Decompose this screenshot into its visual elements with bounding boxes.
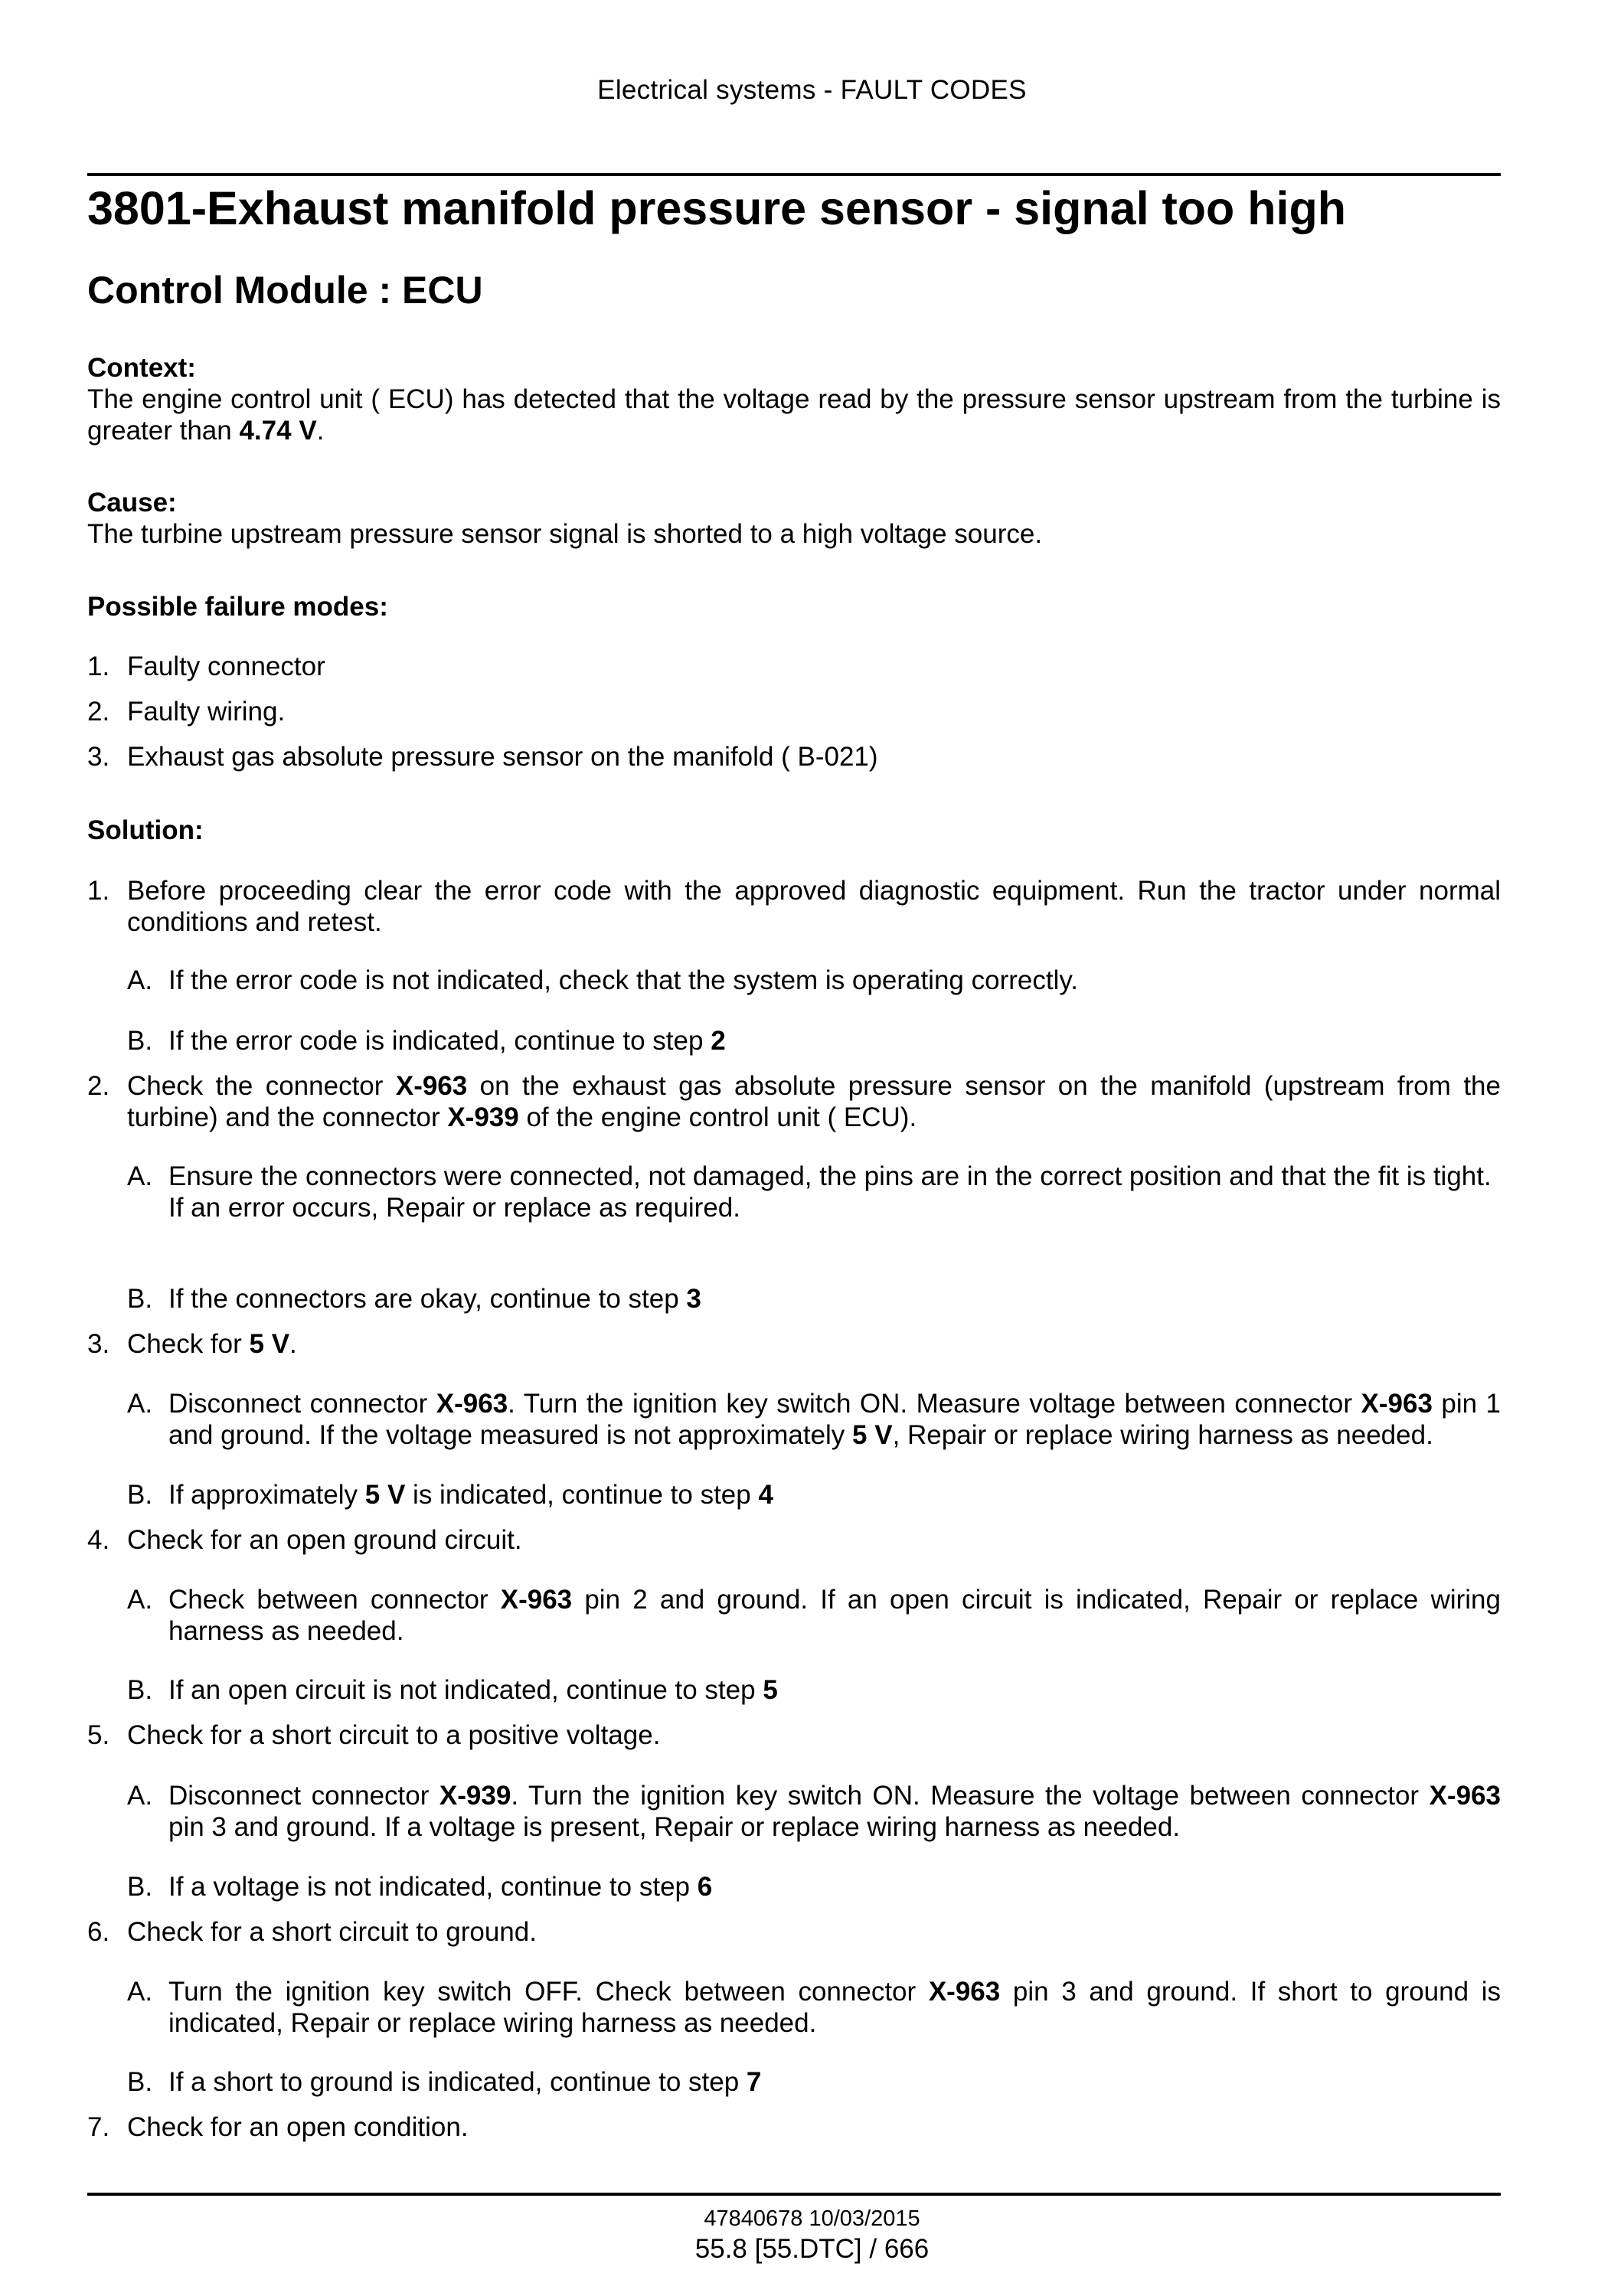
cause-text: The turbine upstream pressure sensor signal is shorted to a high voltage source. bbox=[87, 519, 1043, 549]
solution-label: Solution: bbox=[87, 815, 204, 845]
substep-letter: B. bbox=[127, 2067, 153, 2097]
step-4b-text: If an open circuit is not indicated, continue to step 5 bbox=[168, 1675, 778, 1705]
cause-label: Cause: bbox=[87, 488, 177, 518]
step-number: 3. bbox=[87, 1329, 110, 1359]
failure-mode-item: Faulty wiring. bbox=[127, 697, 286, 727]
failure-mode-number: 3. bbox=[87, 742, 110, 772]
step-1b-text: If the error code is indicated, continue to step 2 bbox=[168, 1026, 726, 1056]
step-5-text: Check for a short circuit to a positive voltage. bbox=[127, 1720, 661, 1750]
substep-letter: B. bbox=[127, 1872, 153, 1902]
step-7-text: Check for an open condition. bbox=[127, 2112, 469, 2142]
failure-mode-item: Faulty connector bbox=[127, 652, 325, 681]
step-number: 5. bbox=[87, 1720, 110, 1750]
substep-letter: B. bbox=[127, 1284, 153, 1314]
step-3b-text: If approximately 5 V is indicated, continue to step 4 bbox=[168, 1480, 773, 1510]
substep-letter: B. bbox=[127, 1480, 153, 1510]
step-1a-text: If the error code is not indicated, check that the system is operating correctly. bbox=[168, 965, 1078, 995]
substep-letter: A. bbox=[127, 1161, 153, 1191]
context-label: Context: bbox=[87, 353, 196, 383]
step-6-text: Check for a short circuit to ground. bbox=[127, 1917, 537, 1947]
step-number: 2. bbox=[87, 1071, 110, 1101]
step-6a-text: Turn the ignition key switch OFF. Check between connector X-963 pin 3 and ground. If short to ground is indicated, Repair or replace wiring harness as needed. bbox=[168, 1977, 1501, 2038]
header-rule bbox=[87, 173, 1501, 176]
failure-modes-label: Possible failure modes: bbox=[87, 592, 388, 622]
substep-letter: A. bbox=[127, 965, 153, 995]
step-number: 6. bbox=[87, 1917, 110, 1947]
document-code: 47840678 10/03/2015 bbox=[704, 2206, 920, 2231]
substep-letter: A. bbox=[127, 1781, 153, 1811]
step-6b-text: If a short to ground is indicated, continue to step 7 bbox=[168, 2067, 762, 2097]
step-2a-text: Ensure the connectors were connected, not damaged, the pins are in the correct position and that the fit is tight. If an error occurs, Repair or replace as required. bbox=[168, 1161, 1492, 1223]
step-2-text: Check the connector X-963 on the exhaust gas absolute pressure sensor on the manifold (upstream from the turbine) and the connector X-939 of the engine control unit ( ECU). bbox=[127, 1071, 1501, 1132]
failure-mode-number: 1. bbox=[87, 652, 110, 681]
page-number: 55.8 [55.DTC] / 666 bbox=[694, 2234, 930, 2264]
control-module-heading: Control Module : ECU bbox=[87, 269, 483, 312]
substep-letter: B. bbox=[127, 1675, 153, 1705]
step-4-text: Check for an open ground circuit. bbox=[127, 1525, 522, 1555]
page-title: 3801-Exhaust manifold pressure sensor - signal too high bbox=[87, 182, 1346, 234]
failure-mode-number: 2. bbox=[87, 697, 110, 727]
step-number: 1. bbox=[87, 876, 110, 906]
step-1-text: Before proceeding clear the error code with the approved diagnostic equipment. Run the tractor under normal conditions and retest. bbox=[127, 876, 1501, 937]
step-5b-text: If a voltage is not indicated, continue to step 6 bbox=[168, 1872, 713, 1902]
step-number: 7. bbox=[87, 2112, 110, 2142]
step-2b-text: If the connectors are okay, continue to step 3 bbox=[168, 1284, 701, 1314]
substep-letter: B. bbox=[127, 1026, 153, 1056]
footer-rule bbox=[87, 2193, 1501, 2196]
step-3a-text: Disconnect connector X-963. Turn the ignition key switch ON. Measure voltage between connector X-963 pin 1 and ground. If the voltage measured is not approximately 5 V, Repair or replace wiring harness as needed. bbox=[168, 1389, 1501, 1450]
step-3-text: Check for 5 V. bbox=[127, 1329, 297, 1359]
substep-letter: A. bbox=[127, 1977, 153, 2007]
voltage-threshold: 4.74 V bbox=[239, 416, 317, 446]
failure-mode-item: Exhaust gas absolute pressure sensor on the manifold ( B-021) bbox=[127, 742, 878, 772]
substep-letter: A. bbox=[127, 1389, 153, 1419]
page-header: Electrical systems - FAULT CODES bbox=[597, 75, 1027, 105]
step-number: 4. bbox=[87, 1525, 110, 1555]
step-4a-text: Check between connector X-963 pin 2 and ground. If an open circuit is indicated, Repair or replace wiring harness as needed. bbox=[168, 1585, 1501, 1646]
substep-letter: A. bbox=[127, 1585, 153, 1615]
context-text: The engine control unit ( ECU) has detected that the voltage read by the pressure sensor upstream from the turbine is greater than 4.74 V. bbox=[87, 384, 1501, 446]
step-5a-text: Disconnect connector X-939. Turn the ignition key switch ON. Measure the voltage between connector X-963 pin 3 and ground. If a voltage is present, Repair or replace wiring harness as needed. bbox=[168, 1781, 1501, 1842]
